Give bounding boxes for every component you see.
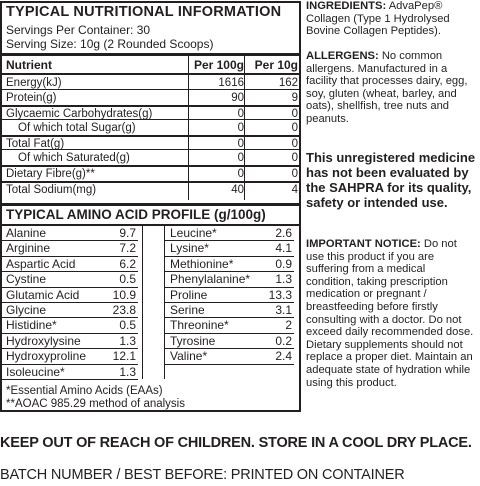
amino-acid-value: 7.2	[119, 241, 136, 256]
nutrition-row	[6, 183, 300, 197]
nutrition-row	[6, 76, 300, 90]
amino-acid-name: Aspartic Acid	[6, 256, 76, 271]
amino-acid-value: 0.9	[275, 256, 292, 271]
nutrition-row	[6, 167, 300, 181]
amino-acid-name: Hydroxyproline	[6, 349, 87, 364]
amino-acid-row	[6, 288, 138, 303]
amino-acid-name: Threonine*	[170, 318, 229, 333]
ingredients-block	[306, 0, 476, 38]
amino-acid-value: 12.1	[112, 349, 136, 364]
amino-acid-row	[6, 349, 138, 364]
nutrient-label: Of which Saturated(g)	[18, 152, 130, 164]
nutrition-row-divider	[0, 89, 300, 90]
ingredients-text: AdvaPep® Collagen (Type 1 Hydrolysed Bovine Collagen Peptides).	[306, 0, 450, 38]
amino-acid-name: Leucine*	[170, 226, 217, 240]
per10g-value: 0	[291, 138, 298, 150]
top-border	[0, 1, 300, 3]
amino-acid-name: Valine*	[170, 349, 208, 364]
per10g-value: 0	[291, 108, 298, 120]
amino-acid-value: 1.3	[275, 272, 292, 287]
amino-acid-name: Tyrosine	[170, 333, 216, 348]
amino-acid-name: Hydroxylysine	[6, 333, 81, 348]
amino-acid-name: Arginine	[6, 241, 51, 256]
amino-acid-value: 6.2	[119, 256, 136, 271]
amino-acid-name: Serine	[170, 303, 205, 317]
amino-top-rule	[0, 203, 300, 206]
amino-acid-value: 1.3	[119, 333, 136, 348]
amino-acid-name: Cystine	[6, 272, 47, 287]
amino-acid-row	[6, 303, 138, 318]
nutrition-row	[6, 151, 300, 165]
important-notice-text: Do not use this product if you are suffering from a medical condition, taking prescription medication or pregnant / breastfeeding before firstly consulting with a doctor. Do not exceed daily recommended dose. Dietary supplements should not replace a proper diet. Maintain an adequate state of hydration while using this product.	[306, 238, 474, 389]
per10g-value: 4	[291, 184, 298, 196]
nutrition-subheader-rule	[0, 73, 300, 75]
amino-acid-name: Glycine	[6, 303, 47, 317]
per100g-column-header: Per 100g	[193, 58, 244, 72]
per100g-value: 0	[237, 152, 244, 164]
amino-acid-row	[6, 272, 138, 287]
per100g-value: 0	[237, 122, 244, 134]
amino-acid-title: TYPICAL AMINO ACID PROFILE (g/100g)	[6, 207, 266, 222]
amino-acid-row	[170, 241, 294, 256]
nutrition-header-rule	[0, 53, 300, 56]
amino-acid-value: 0.2	[275, 333, 292, 348]
amino-acid-value: 3.1	[275, 303, 292, 317]
panel-bottom-border	[0, 410, 301, 412]
amino-acid-name: Isoleucine*	[6, 364, 65, 379]
amino-acid-row	[6, 318, 138, 333]
nutrient-label: Energy(kJ)	[6, 77, 62, 89]
amino-acid-value: 4.1	[275, 241, 292, 256]
amino-acid-value: 9.7	[119, 226, 136, 240]
per10g-value: 162	[278, 77, 298, 89]
per10g-column-header: Per 10g	[254, 58, 298, 72]
amino-acid-name: Alanine	[6, 226, 47, 240]
important-notice-block	[306, 238, 476, 389]
amino-acid-name: Phenylalanine*	[170, 272, 251, 287]
nutrition-column-divider	[188, 55, 189, 200]
amino-row-divider	[164, 364, 294, 365]
storage-warning: KEEP OUT OF REACH OF CHILDREN. STORE IN A COOL DRY PLACE.	[0, 435, 472, 451]
serving-size: Serving Size: 10g (2 Rounded Scoops)	[6, 37, 214, 51]
per10g-value: 0	[291, 122, 298, 134]
amino-footnote-eaa: *Essential Amino Acids (EAAs)	[6, 385, 163, 397]
amino-acid-value: 13.3	[268, 287, 292, 302]
nutrition-header-row	[6, 58, 300, 72]
amino-acid-name: Lysine*	[170, 241, 209, 256]
nutrient-label: Total Fat(g)	[6, 138, 65, 150]
amino-acid-name: Proline	[170, 287, 208, 302]
left-border	[0, 1, 2, 411]
nutrition-row-divider	[0, 119, 300, 120]
amino-acid-row	[170, 349, 294, 364]
amino-acid-row	[170, 303, 294, 318]
allergens-block	[306, 50, 476, 126]
amino-column-divider	[164, 225, 165, 379]
amino-acid-row	[170, 318, 294, 333]
amino-acid-row	[170, 226, 294, 241]
batch-info: BATCH NUMBER / BEST BEFORE: PRINTED ON CONTAINER	[0, 467, 405, 483]
servings-per-container: Servings Per Container: 30	[6, 23, 151, 37]
amino-acid-value: 0.5	[119, 272, 136, 287]
amino-acid-value: 1.3	[119, 364, 136, 379]
per100g-value: 0	[237, 168, 244, 180]
nutrition-column-divider	[244, 55, 245, 200]
amino-acid-row	[6, 226, 138, 241]
per100g-value: 0	[237, 108, 244, 120]
per100g-value: 1616	[218, 77, 244, 89]
amino-acid-row	[6, 334, 138, 349]
amino-acid-row	[6, 241, 138, 256]
allergens-label: ALLERGENS:	[306, 50, 379, 62]
amino-acid-name: Methionine*	[170, 256, 234, 271]
amino-acid-row	[170, 288, 294, 303]
nutrient-label: Total Sodium(mg)	[6, 184, 97, 196]
amino-acid-value: 2	[285, 318, 292, 333]
nutrient-label: Dietary Fibre(g)**	[6, 168, 95, 180]
nutrient-label: Protein(g)	[6, 92, 57, 104]
amino-row-divider	[0, 379, 138, 380]
amino-acid-name: Histidine*	[6, 318, 57, 333]
ingredients-label: INGREDIENTS:	[306, 0, 387, 12]
per10g-value: 9	[291, 92, 298, 104]
per100g-value: 40	[231, 184, 244, 196]
amino-column-divider	[142, 225, 143, 379]
per10g-value: 0	[291, 168, 298, 180]
amino-acid-value: 0.5	[119, 318, 136, 333]
nutrition-row	[6, 91, 300, 105]
amino-acid-row	[6, 257, 138, 272]
per10g-value: 0	[291, 152, 298, 164]
amino-acid-row	[170, 272, 294, 287]
amino-acid-row	[6, 365, 138, 380]
nutrition-row	[6, 121, 300, 135]
nutrient-label: Of which total Sugar(g)	[18, 122, 136, 134]
nutrition-title: TYPICAL NUTRITIONAL INFORMATION	[6, 4, 282, 20]
amino-acid-name: Glutamic Acid	[6, 287, 80, 302]
per100g-value: 0	[237, 138, 244, 150]
amino-acid-value: 23.8	[112, 303, 136, 317]
unregistered-medicine-warning: This unregistered medicine has not been evaluated by the SAHPRA for its quality, safety or intended use.	[306, 150, 476, 210]
amino-acid-row	[170, 257, 294, 272]
important-notice-label: IMPORTANT NOTICE:	[306, 238, 421, 250]
amino-footnote-aoac: **AOAC 985.29 method of analysis	[6, 398, 185, 410]
amino-acid-value: 10.9	[112, 287, 136, 302]
nutrition-row-divider	[0, 149, 300, 150]
allergens-text: No common allergens. Manufactured in a facility that processes dairy, egg, soy, gluten (wheat, barley, and oats), shellfish, tree nuts and peanuts.	[306, 50, 468, 125]
amino-acid-row	[170, 334, 294, 349]
per100g-value: 90	[231, 92, 244, 104]
nutrient-column-header: Nutrient	[6, 58, 52, 72]
amino-acid-value: 2.4	[275, 349, 292, 364]
amino-acid-value: 2.6	[275, 226, 292, 240]
nutrient-label: Glycaemic Carbohydrates(g)	[6, 108, 153, 120]
